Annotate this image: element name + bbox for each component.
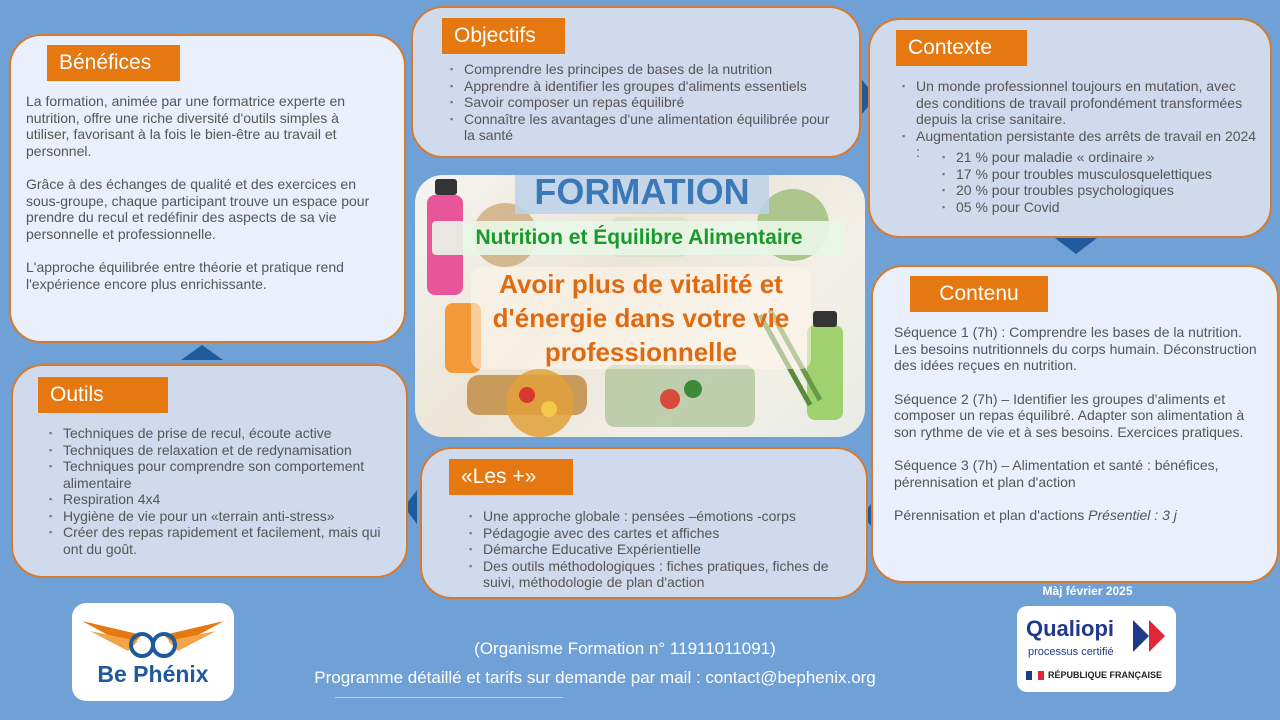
list-item: ▪ Savoir composer un repas équilibré (464, 94, 839, 111)
benefices-card (9, 34, 406, 343)
contenu-card (871, 265, 1279, 583)
list-item: ▪ 05 % pour Covid (956, 199, 1260, 216)
maj-date: Màj février 2025 (1042, 584, 1133, 598)
contenu-paragraph: Séquence 2 (7h) – Identifier les groupes d'aliments et composer un repas équilibré. Adapter son alimentation à son rythme de vie et à ses besoins. Exercices pratiques. (894, 390, 1245, 440)
qualiopi-name: Qualiopi (1026, 616, 1114, 641)
outils-list (45, 425, 390, 557)
plus-list (465, 508, 846, 591)
qualiopi-logo (1017, 606, 1176, 692)
contenu-last-line: Pérennisation et plan d'actions Présentiel : 3 j (894, 507, 1177, 523)
objectifs-title: Objectifs (442, 18, 565, 54)
formation-heading: FORMATION (515, 175, 769, 214)
republique-flag-icon (1026, 671, 1044, 680)
list-item: ▪ 17 % pour troubles musculosquelettiques (956, 166, 1260, 183)
bephenix-name: Be Phénix (97, 661, 209, 687)
formation-tagline: Avoir plus de vitalité et d'énergie dans votre vie professionnelle (471, 267, 811, 369)
list-item: ▪ Démarche Educative Expérientielle (483, 541, 846, 558)
contexte-card (868, 18, 1272, 238)
qualiopi-caption: processus certifié (1028, 646, 1114, 658)
contexte-title: Contexte (896, 30, 1027, 66)
list-item: ▪ Connaître les avantages d'une alimentation équilibrée pour la santé (464, 111, 839, 144)
benefices-title: Bénéfices (47, 45, 180, 81)
footer-divider (335, 697, 563, 698)
list-item: ▪ Techniques pour comprendre son comportement alimentaire (63, 458, 390, 491)
outils-title: Outils (38, 377, 168, 413)
objectifs-list (446, 61, 839, 144)
list-item: ▪ Hygiène de vie pour un «terrain anti-stress» (63, 508, 390, 525)
contenu-duration: Présentiel : 3 j (1088, 507, 1177, 523)
contenu-paragraph: Séquence 1 (7h) : Comprendre les bases de la nutrition. Les besoins nutritionnels du corps humain. Déconstruction des idées reçues en nutrition. (894, 324, 1257, 373)
list-item: ▪ Une approche globale : pensées –émotions -corps (483, 508, 846, 525)
benefices-paragraph: La formation, animée par une formatrice experte en nutrition, offre une riche diversité d'outils simples à utiliser, favorisant à la fois le bien-être au travail et personnel. (26, 93, 346, 159)
qualiopi-chevron-icon (1131, 618, 1171, 654)
list-item: ▪ Pédagogie avec des cartes et affiches (483, 525, 846, 542)
phoenix-wings-icon (72, 607, 234, 667)
list-item: ▪ Augmentation persistante des arrêts de travail en 2024 : (916, 128, 1258, 161)
contenu-title: Contenu (910, 276, 1048, 312)
contenu-paragraph: Séquence 3 (7h) – Alimentation et santé : bénéfices, pérennisation et plan d'action (894, 457, 1219, 490)
list-item: ▪ Des outils méthodologiques : fiches pratiques, fiches de suivi, méthodologie de plan d'action (483, 558, 846, 591)
list-item: ▪ Respiration 4x4 (63, 491, 390, 508)
benefices-paragraph: L'approche équilibrée entre théorie et pratique rend l'expérience encore plus enrichissante. (26, 259, 344, 292)
list-item: ▪ Comprendre les principes de bases de la nutrition (464, 61, 839, 78)
list-item: ▪ Techniques de prise de recul, écoute active (63, 425, 390, 442)
list-item: ▪ Apprendre à identifier les groupes d'aliments essentiels (464, 78, 839, 95)
arrow-down-icon (1055, 238, 1097, 254)
plus-title: «Les +» (449, 459, 573, 495)
outils-card (11, 364, 408, 578)
plus-card (420, 447, 868, 599)
footer-organisme: (Organisme Formation n° 11911011091) (474, 639, 776, 658)
formation-subtitle: Nutrition et Équilibre Alimentaire (432, 221, 846, 255)
objectifs-card (411, 6, 861, 158)
list-item: ▪ Techniques de relaxation et de redynamisation (63, 442, 390, 459)
bephenix-logo (72, 603, 234, 701)
list-item: ▪ 20 % pour troubles psychologiques (956, 182, 1260, 199)
contenu-text (894, 324, 1259, 541)
arrow-up-icon (181, 345, 223, 360)
list-item: ▪ Un monde professionnel toujours en mutation, avec des conditions de travail profondément transformées depuis la crise sanitaire. (916, 78, 1258, 128)
list-item: ▪ 21 % pour maladie « ordinaire » (956, 149, 1260, 166)
benefices-paragraph: Grâce à des échanges de qualité et des exercices en sous-groupe, chaque participant trouve un espace pour prendre du recul et redéfinir des aspects de sa vie personnelle et professionnelle. (26, 176, 370, 242)
republique-francaise: RÉPUBLIQUE FRANÇAISE (1048, 670, 1163, 680)
center-food-image (415, 175, 865, 437)
benefices-text (26, 93, 384, 309)
list-item: ▪ Créer des repas rapidement et facilement, mais qui ont du goût. (63, 524, 390, 557)
footer-contact: Programme détaillé et tarifs sur demande par mail : contact@bephenix.org (314, 668, 876, 687)
contexte-sublist (898, 149, 1260, 215)
